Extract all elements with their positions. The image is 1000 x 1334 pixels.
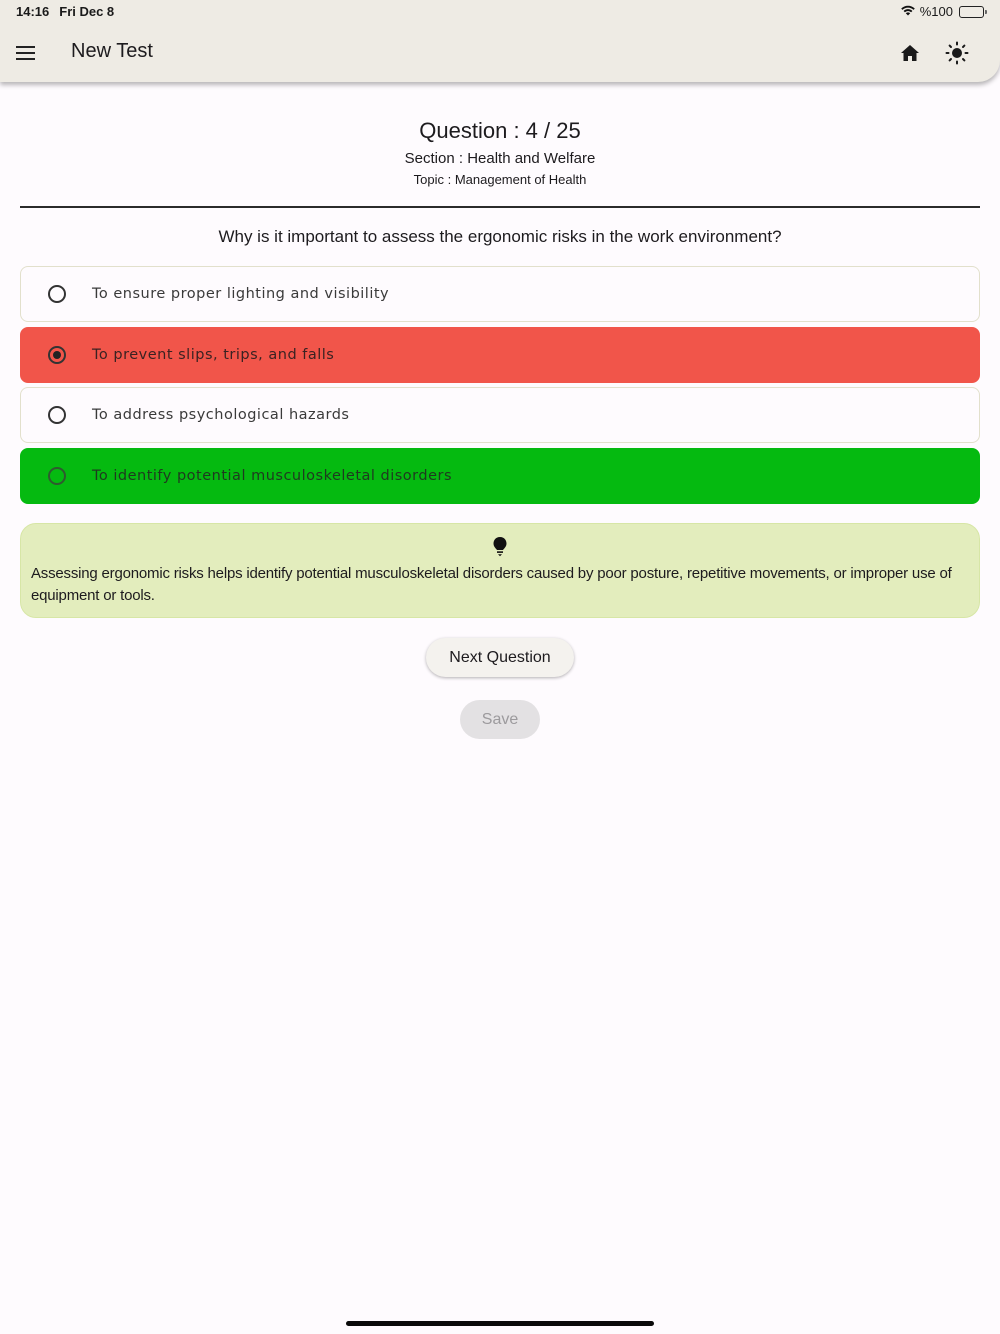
brightness-icon[interactable] bbox=[942, 38, 972, 68]
answer-option-label: To identify potential musculoskeletal disorders bbox=[92, 467, 453, 484]
question-text: Why is it important to assess the ergonomic risks in the work environment? bbox=[218, 227, 782, 246]
question-progress: Question : 4 / 25 bbox=[419, 118, 581, 143]
answer-option[interactable] bbox=[20, 387, 980, 443]
menu-icon[interactable] bbox=[16, 42, 40, 64]
radio-button-selected[interactable] bbox=[48, 346, 66, 364]
explanation-box bbox=[20, 523, 980, 618]
explanation-text: Assessing ergonomic risks helps identify potential musculoskeletal disorders caused by poor posture, repetitive movements, or improper use of equipment or tools. bbox=[31, 565, 952, 604]
save-button[interactable]: Save bbox=[460, 700, 540, 739]
wifi-icon bbox=[900, 4, 916, 19]
answer-option-label: To address psychological hazards bbox=[92, 407, 350, 423]
answer-option-label: To prevent slips, trips, and falls bbox=[92, 346, 335, 363]
app-title: New Test bbox=[71, 40, 153, 62]
status-time: 14:16 bbox=[16, 4, 50, 19]
answer-options bbox=[20, 266, 980, 508]
section-label: Section : Health and Welfare bbox=[404, 150, 596, 167]
answer-option[interactable] bbox=[20, 266, 980, 322]
app-bar bbox=[0, 0, 1000, 82]
status-bar-left bbox=[16, 4, 114, 19]
question-header bbox=[0, 118, 1000, 187]
battery-percent: %100 bbox=[919, 4, 953, 19]
status-date: Fri Dec 8 bbox=[59, 4, 115, 19]
answer-option-selected-wrong[interactable] bbox=[20, 327, 980, 383]
next-question-button[interactable]: Next Question bbox=[426, 638, 574, 677]
home-indicator[interactable] bbox=[346, 1321, 654, 1326]
answer-option-label: To ensure proper lighting and visibility bbox=[92, 286, 390, 302]
lightbulb-icon bbox=[491, 536, 509, 563]
radio-button[interactable] bbox=[48, 467, 66, 485]
radio-button[interactable] bbox=[48, 285, 66, 303]
answer-option-correct[interactable] bbox=[20, 448, 980, 504]
topic-label: Topic : Management of Health bbox=[413, 172, 587, 187]
divider bbox=[20, 206, 980, 208]
radio-button[interactable] bbox=[48, 406, 66, 424]
status-bar-right bbox=[900, 4, 984, 19]
home-icon[interactable] bbox=[895, 38, 925, 68]
battery-icon bbox=[959, 6, 984, 18]
